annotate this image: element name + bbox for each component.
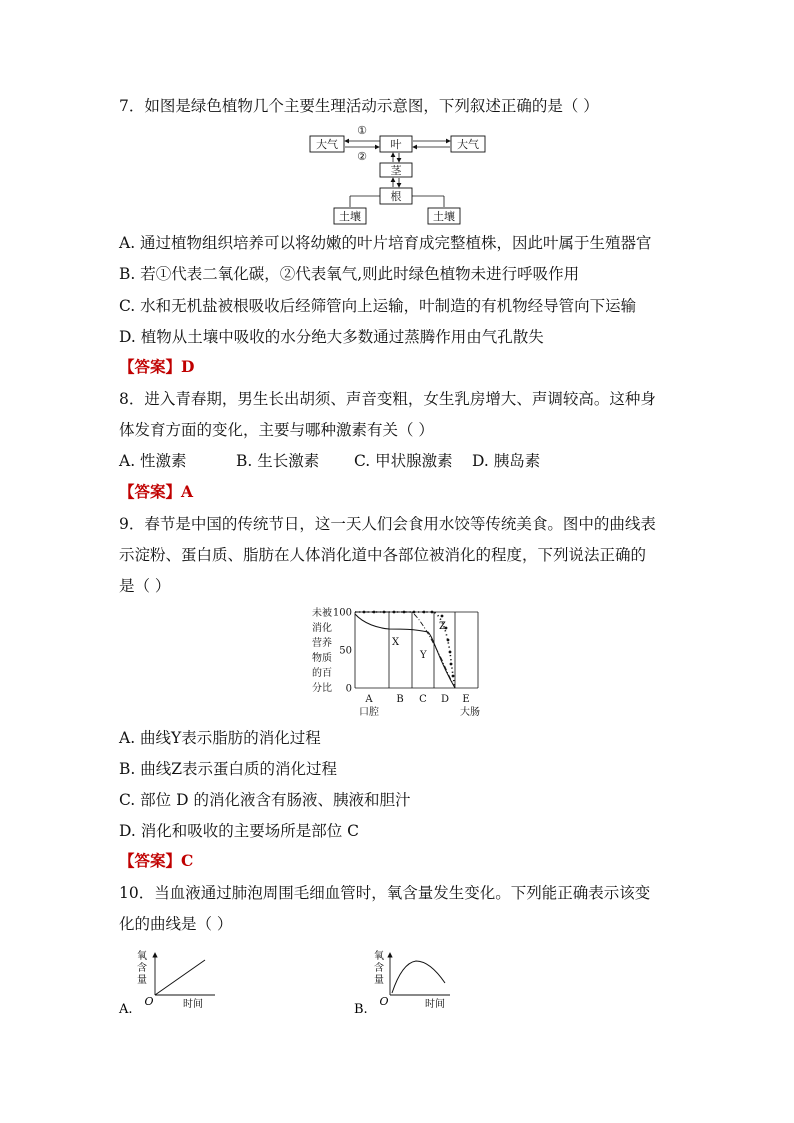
q8-options [119,451,540,471]
q7-option-d: D. 植物从土壤中吸收的水分绝大多数通过蒸腾作用由气孔散失 [119,328,544,346]
curve-z-dot [393,611,396,614]
graph-a-xlabel: 时间 [183,999,203,1010]
atm-right-label: 大气 [457,138,479,151]
curve-z-dot [450,663,453,666]
q10-stem-line2: 化的曲线是（ ） [119,915,233,933]
q8-option-b: B. 生长激素 [236,452,320,470]
curve-z-dot [452,675,455,678]
q8-option-c: C. 甲状腺激素 [354,452,453,470]
q10-graph-b [350,945,470,1020]
curve-z-dot [449,651,452,654]
q9-answer [119,851,193,871]
mark-2: ② [357,150,367,163]
q10-option-b: B. [354,1002,368,1017]
y-axis-label-line: 分比 [312,683,332,694]
graph-a-ylabel-3: 量 [137,975,147,986]
mark-1: ① [357,124,367,137]
q7-answer-label: 【答案】 [119,357,182,376]
y-axis-label-line: 未被 [312,608,332,619]
q9-option-b: B. 曲线Z表示蛋白质的消化过程 [119,760,338,778]
x-section-label: E [462,694,470,705]
q7-option-b: B. 若①代表二氧化碳，②代表氧气,则此时绿色植物未进行呼吸作用 [119,265,580,283]
curve-z-dot [447,639,450,642]
x-section-label: B [396,694,404,705]
graph-b-ylabel-1: 氧 [374,951,384,962]
q7-answer-value: D [181,357,195,376]
q8-answer-value: A [181,482,194,501]
y-tick-label: 50 [339,645,352,657]
curve-z-dot [363,611,366,614]
graph-b-origin: O [379,995,389,1008]
q9-stem-line2: 示淀粉、蛋白质、脂肪在人体消化道中各部位被消化的程度，下列说法正确的 [119,546,647,564]
curve-z-dot [431,611,434,614]
q7-option-a: A. 通过植物组织培养可以将幼嫩的叶片培育成完整植株，因此叶属于生殖器官 [119,234,652,252]
q8-option-d: D. 胰岛素 [472,452,541,470]
q10-option-a: A. [119,1002,133,1017]
x-sublabel-mouth: 口腔 [359,707,379,718]
q9-answer-label: 【答案】 [119,851,182,870]
graph-a-ylabel-1: 氧 [137,951,147,962]
q10-graph-a [115,945,235,1020]
q9-stem-line1: 9．春节是中国的传统节日，这一天人们会食用水饺等传统美食。图中的曲线表 [119,515,656,533]
soil-left-label: 土壤 [339,210,361,223]
q8-stem-line1: 8．进入青春期，男生长出胡须、声音变粗，女生乳房增大、声调较高。这种身 [119,390,656,408]
graph-a-curve [155,960,205,995]
x-section-label: D [440,694,450,705]
graph-b-xlabel: 时间 [425,999,445,1010]
x-sublabel-large-intestine: 大肠 [460,707,480,718]
y-axis-label-line: 消化 [312,623,332,634]
curve-z-dot [403,611,406,614]
series-label-x: X [392,637,400,648]
leaf-label: 叶 [390,138,402,151]
root-label: 根 [390,190,402,203]
q9-option-d: D. 消化和吸收的主要场所是部位 C [119,822,360,840]
q9-answer-value: C [181,851,194,870]
graph-b-ylabel-2: 含 [374,963,384,974]
y-tick-label: 100 [332,607,352,619]
q10-stem-line1: 10．当血液通过肺泡周围毛细血管时，氧含量发生变化。下列能正确表示该变 [119,884,651,902]
y-tick-label: 0 [345,683,352,695]
q8-option-a: A. 性激素 [119,452,187,470]
x-section-label: C [419,694,427,705]
series-label-y: Y [420,650,427,661]
q8-answer-label: 【答案】 [119,482,182,501]
q8-stem-line2: 体发育方面的变化，主要与哪种激素有关（ ） [119,421,434,439]
digestion-chart [306,604,496,718]
graph-a-ylabel-2: 含 [137,963,147,974]
q9-stem-line3: 是（ ） [119,577,171,595]
q7-diagram [300,124,500,228]
curve-z-dot [441,615,444,618]
atm-left-label: 大气 [316,138,338,151]
soil-right-label: 土壤 [433,210,455,223]
y-axis-label-line: 物质 [312,653,332,664]
q7-answer [119,357,194,377]
curve-z-dot [373,611,376,614]
q9-option-a: A. 曲线Y表示脂肪的消化过程 [119,729,321,747]
y-axis-label-line: 营养 [312,638,332,649]
stem-label: 茎 [390,164,402,177]
graph-b-ylabel-3: 量 [374,975,384,986]
y-axis-label-line: 的百 [312,668,332,679]
graph-a-origin: O [144,995,154,1008]
curve-z-dot [383,611,386,614]
q9-option-c: C. 部位 D 的消化液含有肠液、胰液和胆汁 [119,791,411,809]
curve-z-dot [413,611,416,614]
q7-stem: 7．如图是绿色植物几个主要生理活动示意图，下列叙述正确的是（ ） [119,97,599,115]
series-label-z: Z [439,621,446,632]
q7-option-c: C. 水和无机盐被根吸收后经筛管向上运输，叶制造的有机物经导管向下运输 [119,297,637,315]
graph-b-curve [392,961,445,993]
q8-answer [119,482,193,502]
curve-z-dot [423,611,426,614]
x-section-label: A [365,694,373,705]
